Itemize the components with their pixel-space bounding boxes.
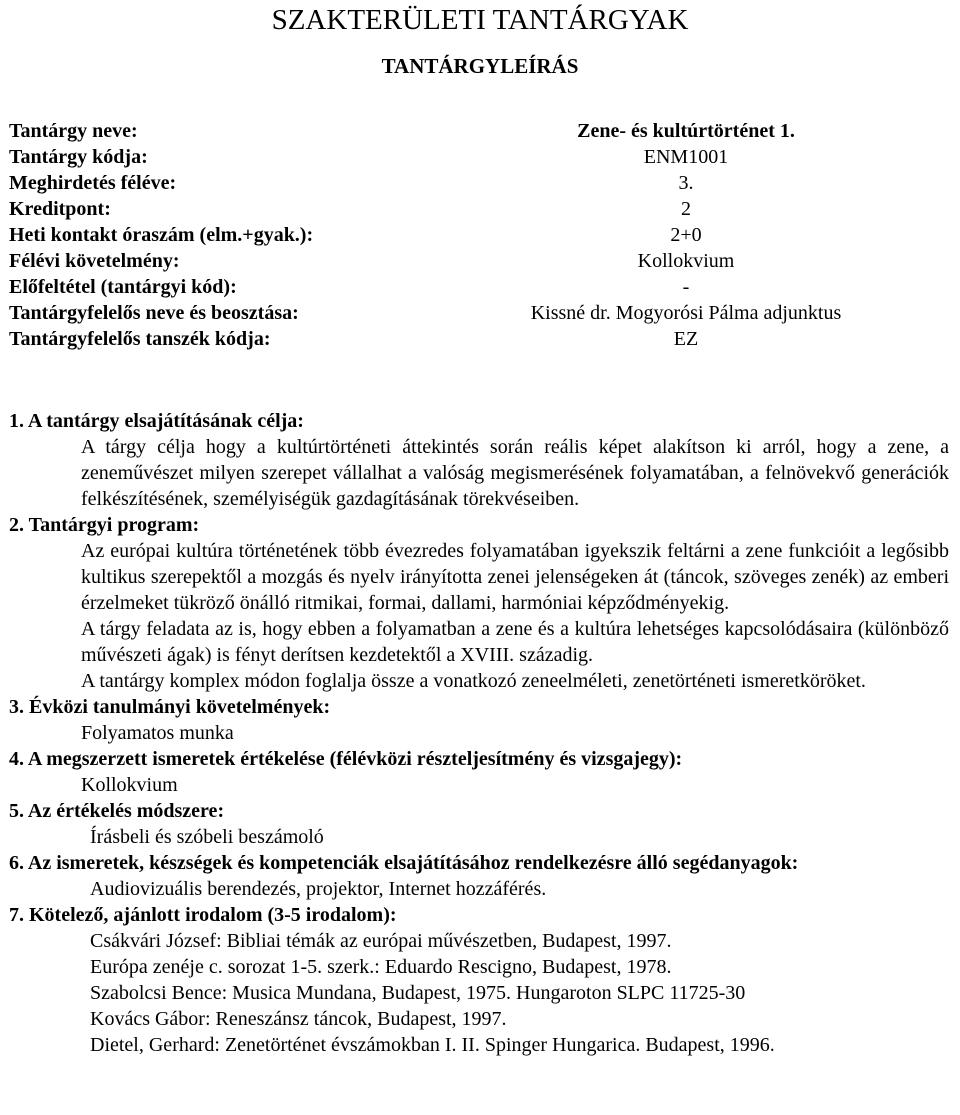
section-3-text: Folyamatos munka — [81, 722, 234, 744]
responsible-person-label: Tantárgyfelelős neve és beosztása: — [9, 302, 299, 324]
table-row — [9, 144, 949, 170]
responsible-person-value: Kissné dr. Mogyorósi Pálma adjunktus — [530, 302, 842, 324]
table-row — [9, 326, 949, 352]
section-7-heading: 7. Kötelező, ajánlott irodalom (3-5 irodalom): — [9, 904, 397, 926]
course-name-value: Zene- és kultúrtörténet 1. — [577, 120, 795, 142]
table-row — [9, 274, 949, 300]
literature-item: Dietel, Gerhard: Zenetörténet évszámokban I. II. Spinger Hungarica. Budapest, 1996. — [90, 1034, 775, 1056]
section-1-text: A tárgy célja hogy a kultúrtörténeti áttekintés során reális képet alakítson ki arról, hogy a zene, a zeneművészet milyen szerepet vállalhat a valóság megismerésének folyamatában, a felnövekvő generációk felkészítésének, személyiségük gazdagításának törekvéseiben. — [81, 436, 949, 510]
credit-value: 2 — [681, 198, 691, 220]
course-name-label: Tantárgy neve: — [9, 120, 138, 142]
table-row — [9, 300, 949, 326]
contact-hours-label: Heti kontakt óraszám (elm.+gyak.): — [9, 224, 314, 246]
department-code-label: Tantárgyfelelős tanszék kódja: — [9, 328, 271, 350]
table-row — [9, 248, 949, 274]
contact-hours-value: 2+0 — [670, 224, 702, 246]
section-4-heading: 4. A megszerzett ismeretek értékelése (félévközi részteljesítmény és vizsgajegy): — [9, 748, 683, 770]
prerequisite-label: Előfeltétel (tantárgyi kód): — [9, 276, 237, 298]
prerequisite-value: - — [682, 276, 690, 298]
table-row — [9, 222, 949, 248]
section-2-heading: 2. Tantárgyi program: — [9, 514, 200, 536]
literature-item: Kovács Gábor: Reneszánsz táncok, Budapest, 1997. — [90, 1008, 507, 1030]
semester-value: 3. — [678, 172, 694, 194]
course-code-value: ENM1001 — [643, 146, 729, 168]
document-title: SZAKTERÜLETI TANTÁRGYAK — [271, 4, 689, 36]
section-6-text: Audiovizuális berendezés, projektor, Internet hozzáférés. — [90, 878, 547, 900]
table-row — [9, 118, 949, 144]
department-code-value: EZ — [673, 328, 699, 350]
course-info-table — [9, 118, 949, 352]
section-6-heading: 6. Az ismeretek, készségek és kompetenciák elsajátításához rendelkezésre álló segédanyagok: — [9, 852, 799, 874]
table-row — [9, 170, 949, 196]
section-2-paragraph-3: A tantárgy komplex módon foglalja össze a vonatkozó zeneelméleti, zenetörténeti ismeretköröket. — [81, 670, 866, 692]
section-2-paragraph-2: A tárgy feladata az is, hogy ebben a folyamatban a zene és a kultúra lehetséges kapcsolódásaira (különböző művészeti ágak) is fényt derítsen kezdetektől a XVIII. századig. — [81, 618, 949, 666]
section-4-text: Kollokvium — [81, 774, 178, 796]
document-subtitle: TANTÁRGYLEÍRÁS — [381, 54, 579, 78]
semester-label: Meghirdetés féléve: — [9, 172, 177, 194]
section-3-heading: 3. Évközi tanulmányi követelmények: — [9, 696, 331, 718]
table-row — [9, 196, 949, 222]
requirement-value: Kollokvium — [637, 250, 735, 272]
literature-item: Európa zenéje c. sorozat 1-5. szerk.: Eduardo Rescigno, Budapest, 1978. — [90, 956, 672, 978]
literature-item: Szabolcsi Bence: Musica Mundana, Budapest, 1975. Hungaroton SLPC 11725-30 — [90, 982, 746, 1004]
requirement-label: Félévi követelmény: — [9, 250, 180, 272]
section-5-heading: 5. Az értékelés módszere: — [9, 800, 225, 822]
literature-item: Csákvári József: Bibliai témák az európai művészetben, Budapest, 1997. — [90, 930, 672, 952]
credit-label: Kreditpont: — [9, 198, 111, 220]
section-5-text: Írásbeli és szóbeli beszámoló — [90, 826, 324, 848]
section-2-paragraph-1: Az európai kultúra történetének több évezredes folyamatában igyekszik feltárni a zene funkcióit a legősibb kultikus szerepektől a mozgás és nyelv irányította zenei jelenségeken át (táncok, szöveges zenék) az emberi érzelmeket tükröző önálló ritmikai, formai, dallami, harmóniai képződményekig. — [81, 540, 949, 614]
course-code-label: Tantárgy kódja: — [9, 146, 148, 168]
section-1-heading: 1. A tantárgy elsajátításának célja: — [9, 410, 304, 432]
course-sections — [9, 408, 949, 1058]
